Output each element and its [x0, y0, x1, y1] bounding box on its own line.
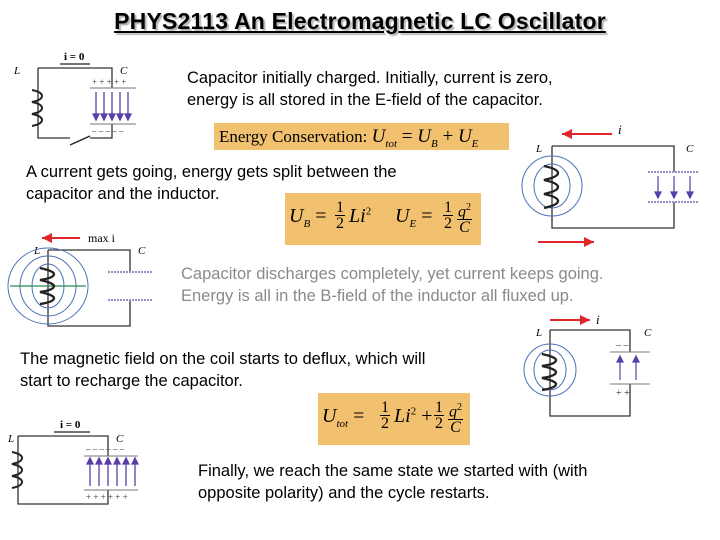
capacitor-label: C [138, 245, 146, 257]
text-line: Energy is all in the B-field of the inductor all fluxed up. [181, 287, 574, 305]
ub-ue-equation: $U_B$ = $\frac{1}{2}$ Li$^2$ $U_E$ = $\frac{1}{2}$ $\frac{q^2}{C}$ [285, 193, 481, 245]
svg-text:– – – – – –: – – – – – – [86, 444, 125, 454]
svg-text:– –: – – [616, 340, 629, 351]
paragraph-discharged [181, 263, 604, 307]
current-label: i [596, 312, 600, 327]
lc-circuit-charged-diagram [8, 48, 148, 148]
lc-circuit-max-current-diagram [2, 228, 172, 338]
text-line: Capacitor discharges completely, yet current keeps going. [181, 265, 604, 283]
svg-text:+ + + + +: + + + + + [92, 77, 127, 87]
text-line: opposite polarity) and the cycle restarts. [198, 484, 490, 502]
inductor-label: L [536, 327, 543, 339]
svg-text:– – – – –: – – – – – [92, 126, 124, 136]
current-label: max i [88, 231, 115, 245]
inductor-label: L [14, 65, 21, 77]
paragraph-restart [198, 460, 587, 504]
lc-circuit-current-starting-diagram [508, 120, 708, 250]
capacitor-label: C [120, 65, 128, 77]
text-line: capacitor and the inductor. [26, 185, 220, 203]
text-line: start to recharge the capacitor. [20, 372, 243, 390]
paragraph-initial-state [187, 67, 553, 111]
svg-text:+ + + + + +: + + + + + + [86, 492, 128, 502]
paragraph-deflux [20, 348, 425, 392]
text-line: Finally, we reach the same state we started with (with [198, 462, 588, 480]
text-line: The magnetic field on the coil starts to deflux, which will [20, 350, 426, 368]
current-label: i = 0 [60, 419, 81, 431]
text-line: Capacitor initially charged. Initially, current is zero, [187, 69, 553, 87]
inductor-label: L [536, 143, 543, 155]
utot-equation: $U_{tot}$ = $\frac{1}{2}$ $Li^2$ + $\frac{1}{2}$ $\frac{q^2}{C}$ [318, 393, 470, 445]
energy-conservation-equation: Energy Conservation: $U_{tot} = U_B + U_E$ [214, 123, 509, 150]
capacitor-label: C [116, 433, 124, 445]
current-label: i [618, 122, 622, 137]
svg-text:+ +: + + [616, 388, 630, 399]
lc-circuit-recharging-diagram [510, 312, 690, 432]
current-label: i = 0 [64, 51, 85, 63]
capacitor-label: C [644, 327, 652, 339]
capacitor-label: C [686, 143, 694, 155]
inductor-label: L [34, 245, 41, 257]
equation-label: Energy Conservation: [219, 127, 368, 146]
lc-circuit-opposite-polarity-diagram [4, 414, 154, 510]
inductor-label: L [8, 433, 15, 445]
text-line: energy is all stored in the E-field of the capacitor. [187, 91, 543, 109]
text-line: A current gets going, energy gets split between the [26, 163, 397, 181]
slide-title: PHYS2113 An Electromagnetic LC Oscillator [114, 8, 606, 34]
